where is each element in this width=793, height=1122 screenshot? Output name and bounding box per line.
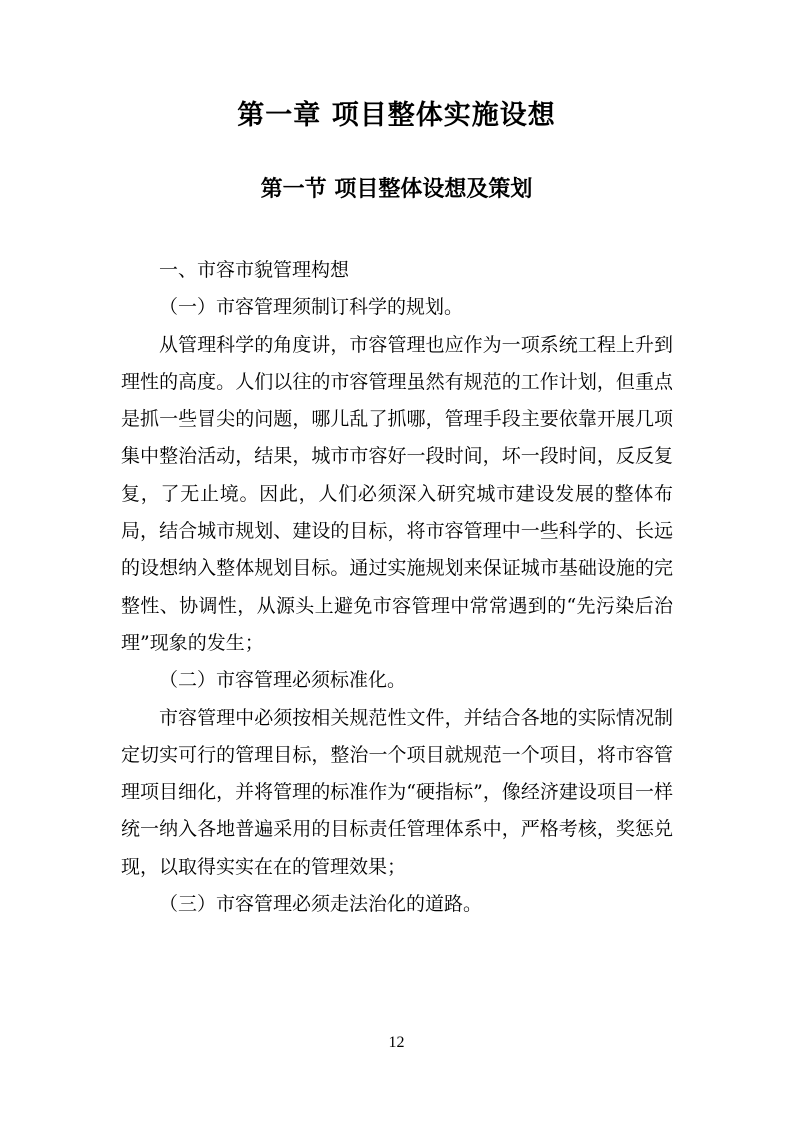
paragraph-2: 市容管理中必须按相关规范性文件，并结合各地的实际情况制定切实可行的管理目标，整治一个项目就规范一个项目，将市容管理项目细化，并将管理的标准作为“硬指标”，像经济建设项目一样统一纳入各地普遍采用的目标责任管理体系中，严格考核，奖惩兑现，以取得实实在在的管理效果； (121, 706, 673, 878)
paragraph-1: 从管理科学的角度讲，市容管理也应作为一项系统工程上升到理性的高度。人们以往的市容管理虽然有规范的工作计划，但重点是抓一些冒尖的问题，哪儿乱了抓哪，管理手段主要依靠开展几项集中整治活动，结果，城市市容好一段时间，坏一段时间，反反复复，了无止境。因此，人们必须深入研究城市建设发展的整体布局，结合城市规划、建设的目标，将市容管理中一些科学的、长远的设想纳入整体规划目标。通过实施规划来保证城市基础设施的完整性、协调性，从源头上避免市容管理中常常遇到的“先污染后治理”现象的发生； (121, 333, 673, 654)
section-title: 第一节 项目整体设想及策划 (260, 177, 533, 202)
subheading-2: （二）市容管理必须标准化。 (159, 669, 407, 692)
page-number: 12 (388, 1034, 405, 1051)
chapter-title: 第一章 项目整体实施设想 (237, 100, 556, 131)
body-text (121, 252, 673, 923)
subheading-3: （三）市容管理必须走法治化的道路。 (159, 893, 483, 916)
heading-item-1: 一、市容市貌管理构想 (159, 259, 350, 281)
subheading-1: （一）市容管理须制订科学的规划。 (159, 296, 464, 319)
